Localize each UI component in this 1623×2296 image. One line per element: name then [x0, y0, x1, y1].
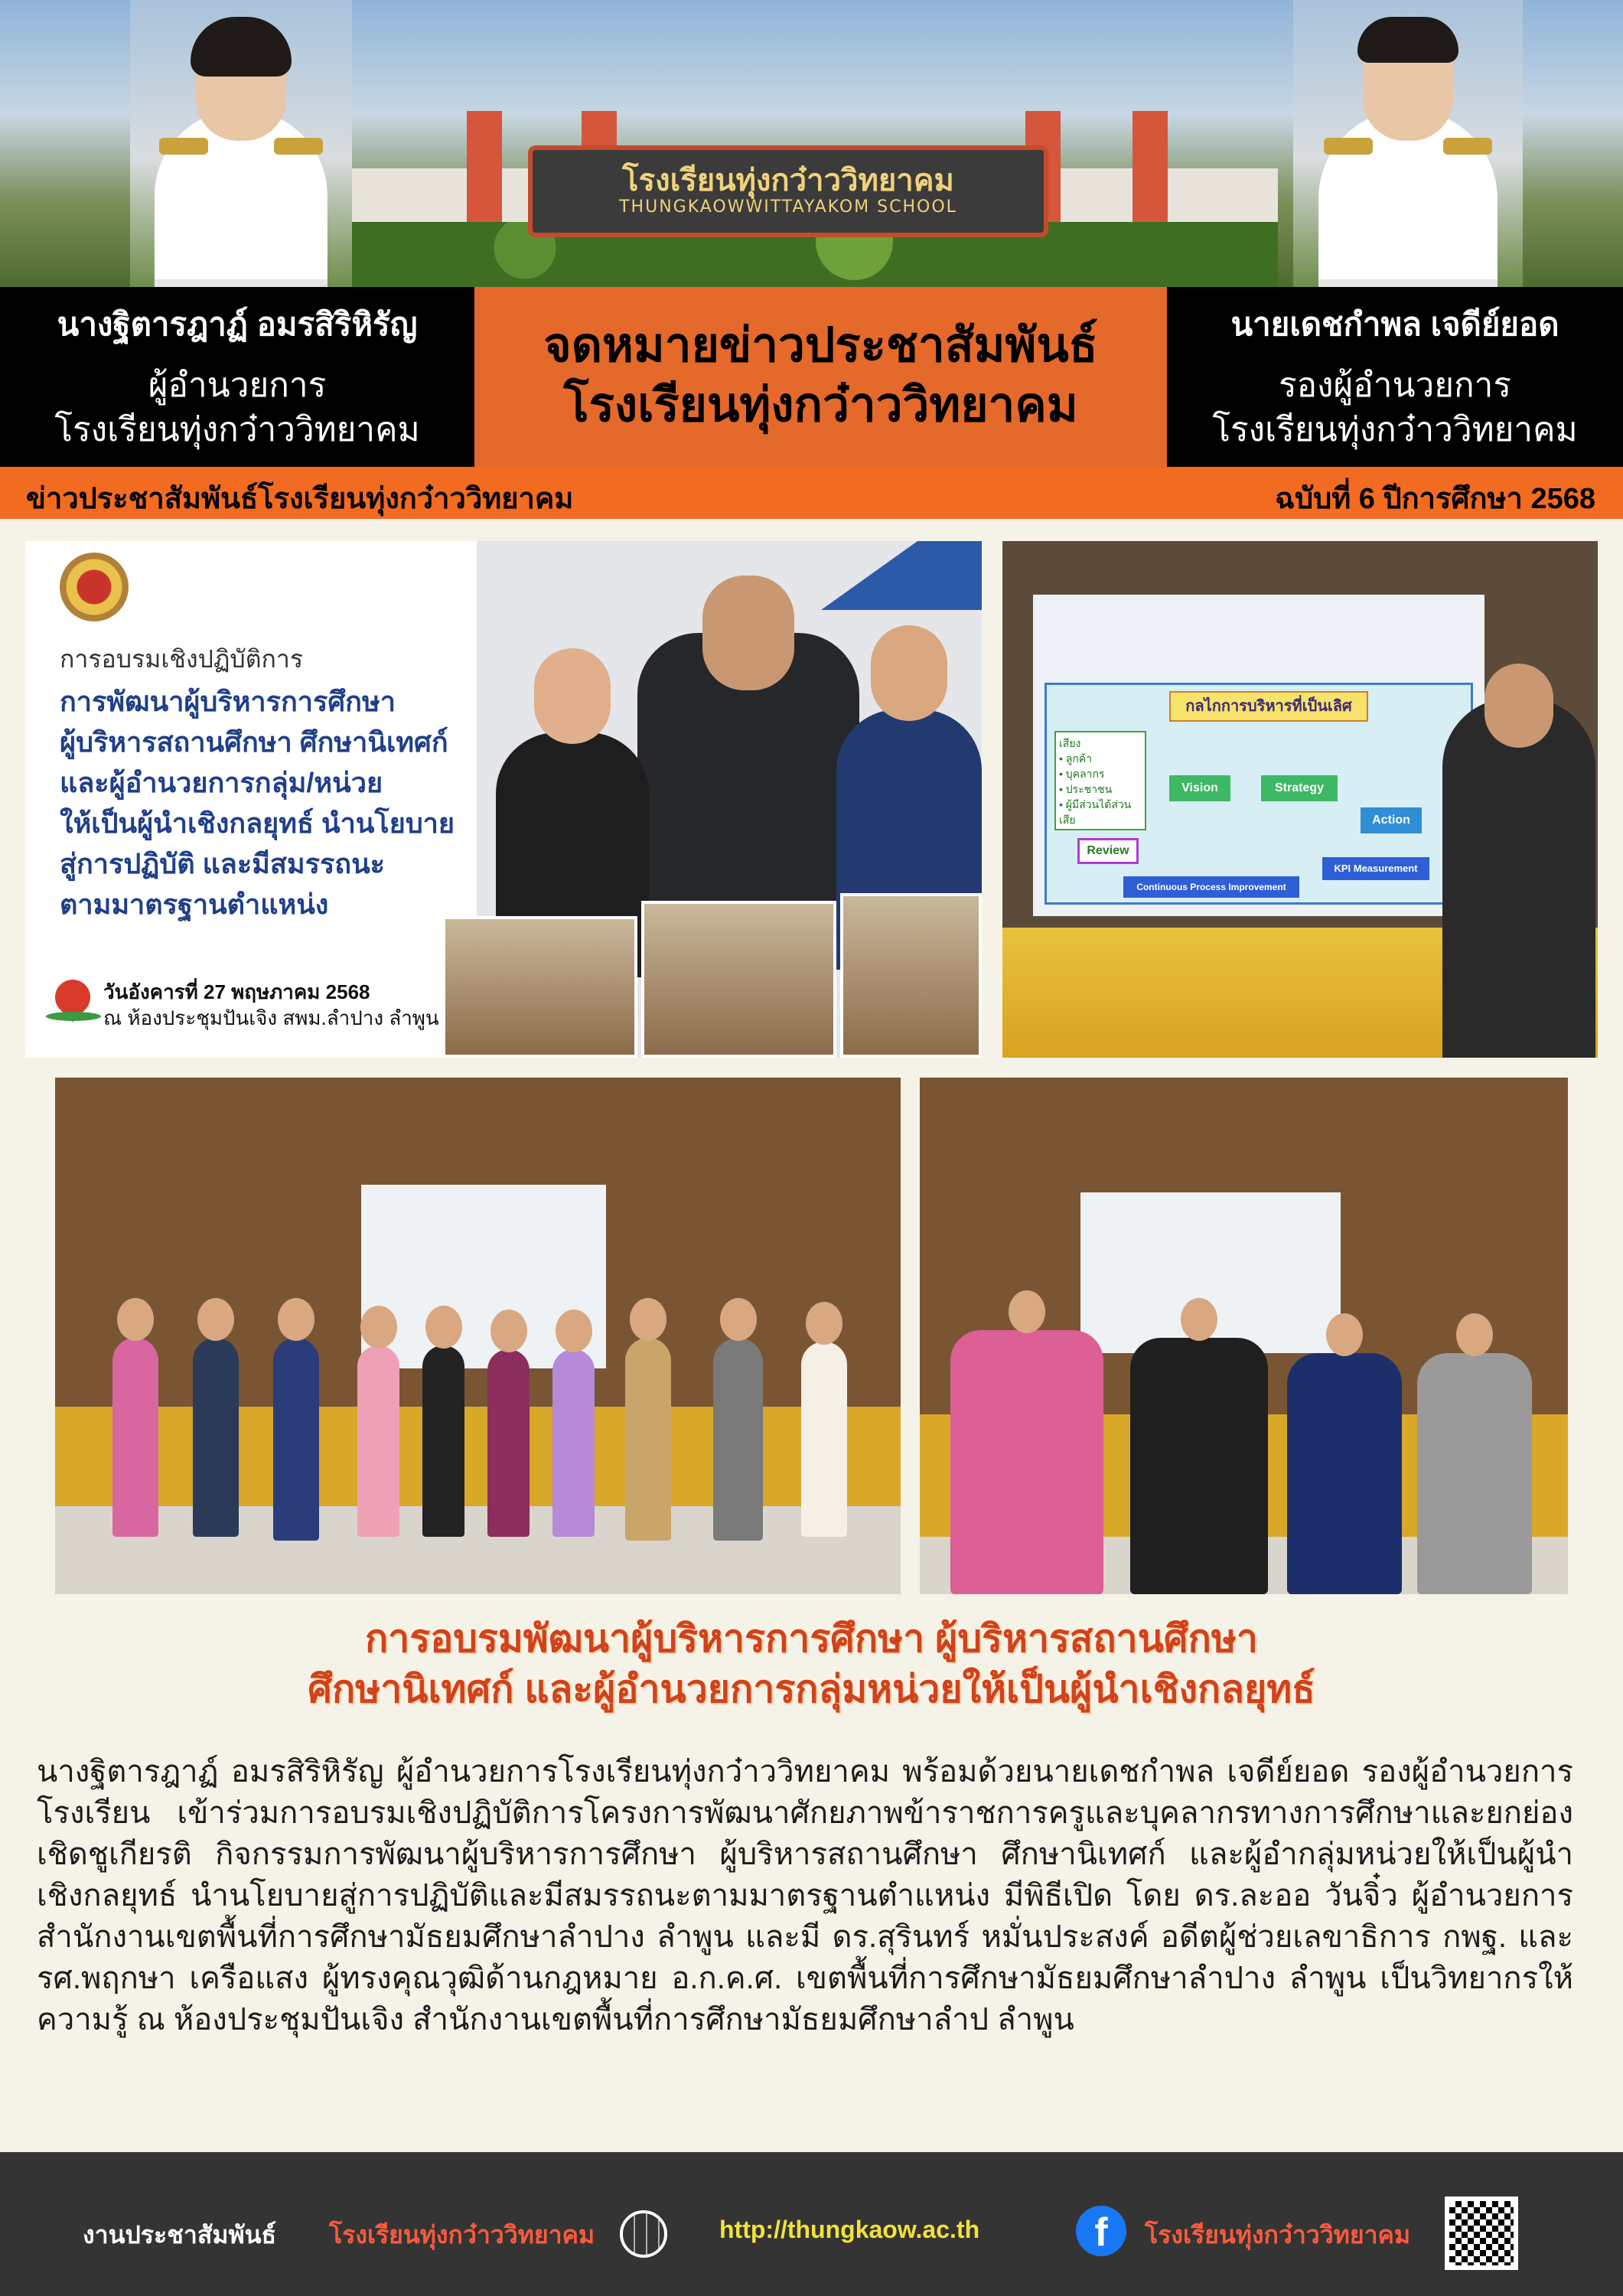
floor: [55, 1506, 901, 1594]
projected-slide: [1045, 683, 1473, 905]
newsletter-title-line2: โรงเรียนทุ่งกว๋าววิทยาคม: [563, 379, 1078, 432]
slide-voice-item: • ลูกค้า: [1059, 752, 1093, 765]
map-pin-base: [46, 1012, 101, 1021]
person-figure: [193, 1338, 239, 1537]
director-portrait: [130, 0, 352, 287]
slide-node-vision: Vision: [1169, 775, 1230, 801]
headline-line2: ศึกษานิเทศก์ และผู้อำนวยการกลุ่มหน่วยให้เป็นผู้นำเชิงกลยุทธ์: [308, 1668, 1315, 1711]
deputy-position: รองผู้อำนวยการ: [1278, 367, 1511, 404]
qr-code-icon: [1445, 2197, 1518, 2270]
facebook-icon[interactable]: f: [1076, 2206, 1126, 2256]
person-figure: [950, 1330, 1103, 1594]
poster-thumbnail: [442, 916, 637, 1058]
slide-node-review: Review: [1077, 838, 1139, 864]
slide-voice-item: • ประชาชน: [1059, 783, 1113, 795]
lecture-photo: [1002, 541, 1598, 1058]
issue-number: ฉบับที่ 6 ปีการศึกษา 2568: [1275, 483, 1595, 515]
person-figure: [801, 1342, 847, 1537]
poster-person-face: [534, 648, 611, 744]
strip-title: ข่าวประชาสัมพันธ์โรงเรียนทุ่งกว๋าววิทยาคม: [26, 483, 574, 515]
person-figure: [112, 1338, 158, 1537]
poster-thumbnail: [641, 901, 836, 1058]
group-photo-2: [920, 1078, 1568, 1594]
school-sign-thai: โรงเรียนทุ่งกว๋าววิทยาคม: [622, 162, 954, 198]
person-figure: [552, 1349, 595, 1537]
facebook-page-link[interactable]: โรงเรียนทุ่งกว๋าววิทยาคม: [1145, 2221, 1411, 2249]
person-figure: [1130, 1338, 1268, 1594]
newsletter-title-box: [474, 287, 1167, 467]
person-figure: [357, 1345, 399, 1537]
deputy-box: [1167, 287, 1623, 467]
poster-thumbnail: [840, 893, 982, 1058]
slide-voice-item: • ผู้มีส่วนได้ส่วนเสีย: [1059, 798, 1132, 826]
poster-title-line: ผู้บริหารสถานศึกษา ศึกษานิเทศก์: [60, 726, 448, 758]
stage-curtain: [55, 1407, 901, 1514]
slide-voice-item: • บุคลากร: [1059, 768, 1105, 780]
person-figure: [625, 1338, 671, 1541]
person-figure: [713, 1338, 763, 1541]
newsletter-title-line1: จดหมายข่าวประชาสัมพันธ์: [543, 319, 1098, 372]
poster-venue: ณ ห้องประชุมปันเจิง สพม.ลำปาง ลำพูน: [103, 1006, 439, 1029]
school-sign-english: THUNGKAOWWITTAYAKOM SCHOOL: [619, 197, 957, 217]
poster-title-line: สู่การปฏิบัติ และมีสมรรถนะ: [60, 848, 386, 879]
globe-icon: [620, 2210, 667, 2258]
poster-subtitle: การอบรมเชิงปฏิบัติการ: [60, 645, 304, 673]
director-school: โรงเรียนทุ่งกว๋าววิทยาคม: [54, 411, 420, 448]
slide-node-cpi: Continuous Process Improvement: [1123, 876, 1299, 898]
slide-voice-box: [1054, 731, 1146, 830]
school-emblem-icon: [60, 553, 129, 621]
director-box: [0, 287, 474, 467]
person-figure: [422, 1345, 464, 1537]
group-photo-1: [55, 1078, 901, 1594]
deputy-school: โรงเรียนทุ่งกว๋าววิทยาคม: [1212, 411, 1578, 448]
director-name: นางฐิตารฎาฏ์ อมรสิริหิรัญ: [57, 306, 418, 342]
slide-voice-item: เสียง: [1059, 737, 1081, 749]
slide-node-action: Action: [1361, 807, 1422, 833]
website-link[interactable]: http://thungkaow.ac.th: [719, 2216, 980, 2243]
speaker-face: [1484, 664, 1553, 748]
poster-title-line: ให้เป็นผู้นำเชิงกลยุทธ์ นำนโยบาย: [60, 807, 455, 839]
slide-node-strategy: Strategy: [1261, 775, 1338, 801]
person-figure: [487, 1349, 530, 1537]
poster-title-line: และผู้อำนวยการกลุ่ม/หน่วย: [60, 767, 383, 798]
slide-title: กลไกการบริหารที่เป็นเลิศ: [1169, 691, 1368, 722]
article-body: นางฐิตารฎาฏ์ อมรสิริหิรัญ ผู้อำนวยการโรงเรียนทุ่งกว๋าววิทยาคม พร้อมด้วยนายเดชกำพล เจดีย์ยอด รองผู้อำนวยการโรงเรียน เข้าร่วมการอบรมเชิงปฏิบัติการโครงการพัฒนาศักยภาพข้าราชการครูและบุคลากรทางการศึกษาและยกย่องเชิดชูเกียรติ กิจกรรมการพัฒนาผู้บริหารการศึกษา ผู้บริหารสถานศึกษา ศึกษานิเทศก์ และผู้อำกลุ่มหน่วยให้เป็นผู้นำเชิงกลยุทธ์ นำนโยบายสู่การปฏิบัติและมีสมรรถนะตามมาตรฐานตำแหน่ง มีพิธีเปิด โดย ดร.ละออ วันจิ๋ว ผู้อำนวยการสำนักงานเขตพื้นที่การศึกษามัธยมศึกษาลำปาง ลำพูน และมี ดร.สุรินทร์ หมั่นประสงค์ อดีตผู้ช่วยเลขาธิการ กพฐ. และ รศ.พฤกษา เครือแสง ผู้ทรงคุณวุฒิด้านกฎหมาย อ.ก.ค.ศ. เขตพื้นที่การศึกษามัธยมศึกษาลำปาง ลำพูน เป็นวิทยากรให้ความรู้ ณ ห้องประชุมปันเจิง สำนักงานเขตพื้นที่การศึกษามัธยมศึกษาลำป ลำพูน: [37, 1755, 1573, 2037]
poster-person-face: [871, 625, 947, 721]
poster-date: วันอังคารที่ 27 พฤษภาคม 2568: [103, 980, 370, 1003]
person-figure: [273, 1338, 319, 1541]
person-figure: [1417, 1353, 1532, 1594]
director-position: ผู้อำนวยการ: [148, 367, 327, 404]
pr-label: งานประชาสัมพันธ์: [83, 2221, 276, 2249]
speaker-figure: [1442, 698, 1595, 1058]
school-link[interactable]: โรงเรียนทุ่งกว๋าววิทยาคม: [329, 2221, 595, 2249]
poster-title-line: ตามมาตรฐานตำแหน่ง: [60, 889, 329, 920]
slide-node-kpi: KPI Measurement: [1322, 857, 1429, 880]
article-headline: [0, 1613, 1623, 1714]
deputy-name: นายเดชกำพล เจดีย์ยอด: [1230, 306, 1559, 342]
poster-person-face: [702, 576, 794, 690]
headline-line1: การอบรมพัฒนาผู้บริหารการศึกษา ผู้บริหารสถานศึกษา: [365, 1617, 1258, 1660]
poster-title: [60, 681, 473, 925]
deputy-portrait: [1293, 0, 1523, 287]
person-figure: [1287, 1353, 1402, 1594]
poster-title-line: การพัฒนาผู้บริหารการศึกษา: [60, 686, 396, 717]
